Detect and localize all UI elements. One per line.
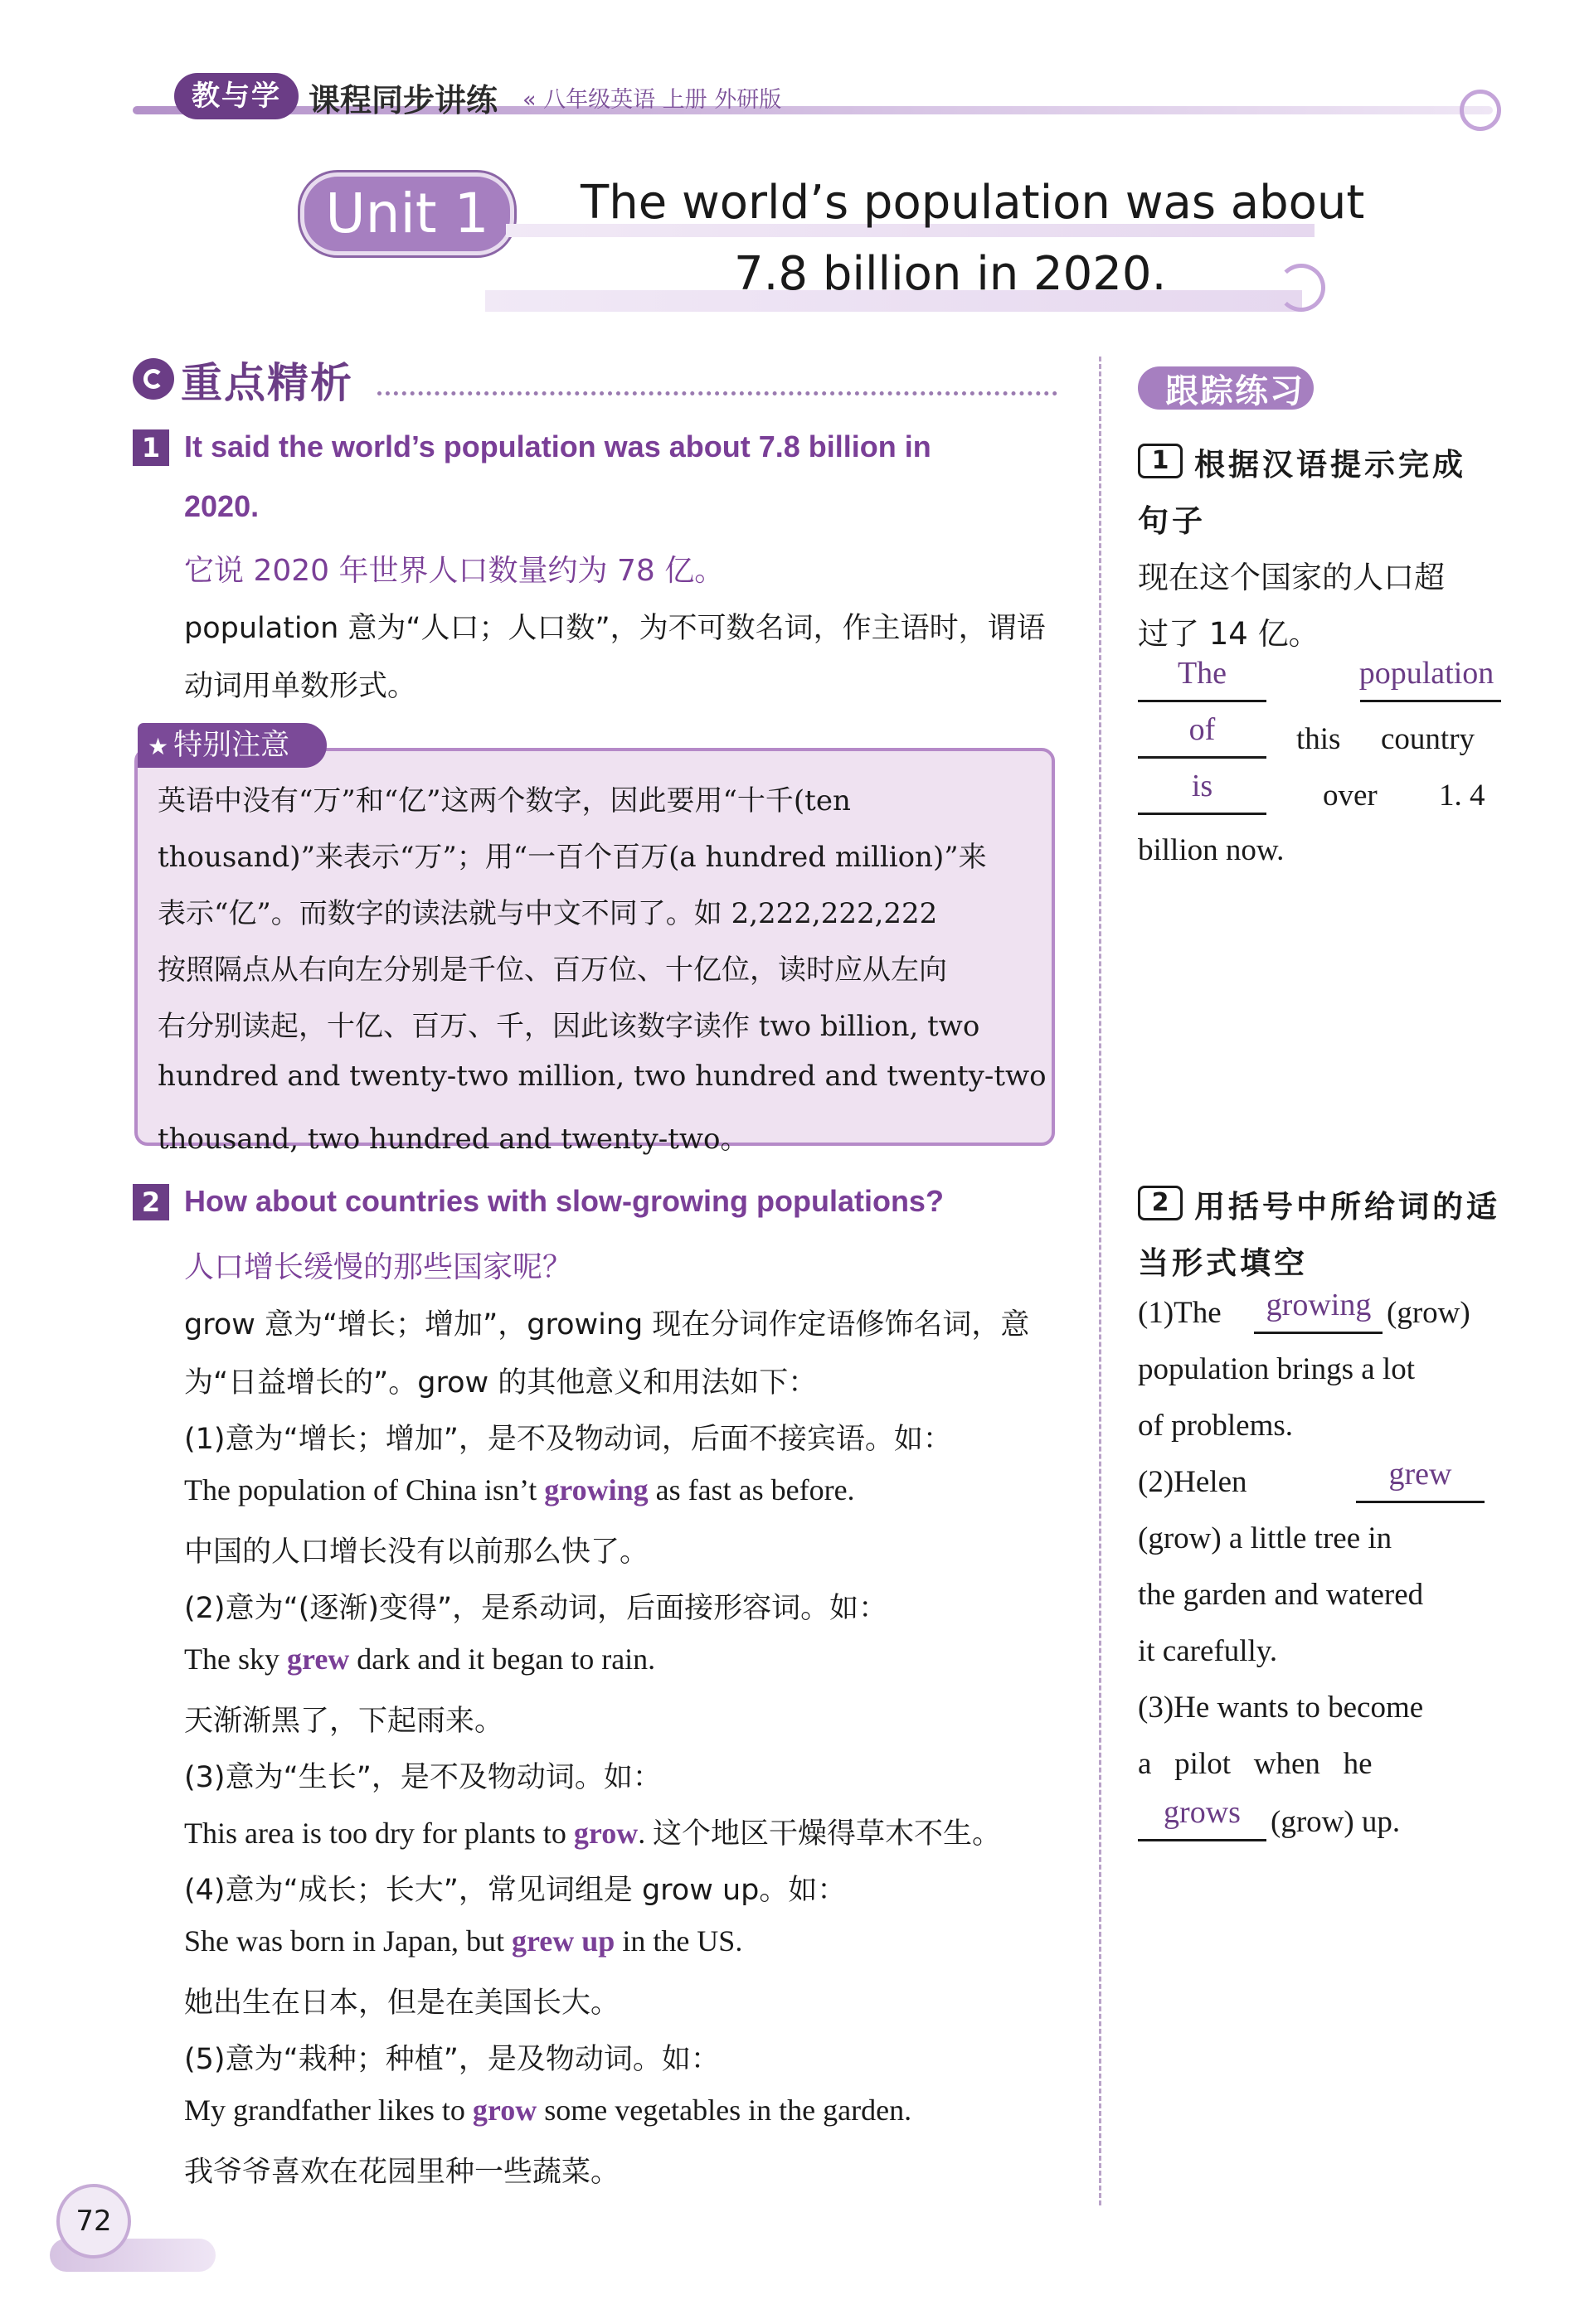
brand-logo: 教与学 [174,73,299,119]
point1-translation: 它说 2020 年世界人口数量约为 78 亿。 [184,554,725,588]
swirl-ornament-icon [1277,264,1325,312]
point-number: 2 [133,1184,169,1220]
usage-5-example: My grandfather likes to grow some vegetables in the garden. [184,2094,912,2127]
question-2-text: it carefully. [1138,1634,1278,1668]
question-2-text: the garden and watered [1138,1578,1424,1612]
section-title: 重点精析 [181,359,353,407]
note-line: 英语中没有“万”和“亿”这两个数字，因此要用“十千(ten [158,784,851,818]
point2-explanation: grow 意为“增长；增加”，growing 现在分词作定语修饰名词，意 [184,1308,1030,1342]
exercise2-heading-cont: 当形式填空 [1138,1245,1308,1281]
usage-5-translation: 我爷爷喜欢在花园里种一些蔬菜。 [184,2156,620,2189]
special-note-tab [138,723,327,768]
question-1-prefix: (1)The [1138,1296,1222,1330]
page-number: 72 [56,2184,131,2259]
unit-title-line1: The world’s population was about [581,176,1365,230]
unit-badge: Unit 1 [300,172,514,255]
special-note-label: 特别注意 [173,729,290,762]
book-series-title: 课程同步讲练 [309,82,498,119]
exercise-number: 1 [1138,444,1183,478]
sentence-word: country [1381,722,1475,756]
usage-1-example: The population of China isn’t growing as fast as before. [184,1473,855,1506]
note-line: thousand)”来表示“万”；用“一百个百万(a hundred million)”来 [158,841,987,874]
answer-text: grew [1388,1457,1452,1492]
section-dotted-rule [377,391,1057,395]
question-3-text: a pilot when he [1138,1747,1373,1781]
star-icon: ★ [148,733,169,760]
point2-explanation-cont: 为“日益增长的”。grow 的其他意义和用法如下： [184,1366,818,1400]
question-1-text: of problems. [1138,1409,1294,1443]
answer-text: The [1177,656,1227,691]
usage-2-example: The sky grew dark and it began to rain. [184,1642,656,1676]
point-number: 1 [133,429,169,466]
exercise-number: 2 [1138,1186,1183,1220]
point2-heading: How about countries with slow-growing populations? [184,1184,944,1218]
question-2-prefix: (2)Helen [1138,1465,1247,1499]
answer-text: grows [1164,1795,1241,1830]
answer-text: is [1191,769,1213,803]
usage-5: (5)意为“栽种；种植”，是及物动词。如： [184,2043,720,2076]
usage-3: (3)意为“生长”，是不及物动词。如： [184,1761,662,1794]
point1-heading-cont: 2020. [184,489,260,523]
answer-text: growing [1266,1288,1372,1322]
usage-4: (4)意为“成长；长大”，常见词组是 grow up。如： [184,1874,847,1907]
answer-text: of [1188,712,1216,747]
sentence-word: this [1296,722,1341,756]
point2-translation: 人口增长缓慢的那些国家呢？ [184,1250,573,1284]
section-bullet-icon [133,358,174,400]
exercise1-heading: 根据汉语提示完成 [1194,447,1466,483]
note-line: thousand, two hundred and twenty-two。 [158,1123,749,1156]
usage-1-translation: 中国的人口增长没有以前那么快了。 [184,1536,649,1569]
sentence-word: 1. 4 [1439,779,1485,813]
practice-title: 跟踪练习 [1165,372,1305,410]
usage-2-translation: 天渐渐黑了，下起雨来。 [184,1705,504,1738]
exercise1-heading-cont: 句子 [1138,503,1206,539]
unit-title-line2: 7.8 billion in 2020. [734,247,1167,301]
question-3-text: (3)He wants to become [1138,1691,1424,1725]
usage-4-translation: 她出生在日本，但是在美国长大。 [184,1987,620,2020]
column-divider [1099,357,1101,2205]
point1-explanation: population 意为“人口；人口数”，为不可数名词，作主语时，谓语 [184,612,1046,645]
usage-4-example: She was born in Japan, but grew up in the US. [184,1924,743,1958]
question-1-hint: (grow) [1387,1296,1470,1330]
note-line: 右分别读起，十亿、百万、千，因此该数字读作 two billion, two [158,1010,980,1043]
point1-heading: It said the world’s population was about 7.8 billion in [184,429,931,463]
note-line: 表示“亿”。而数字的读法就与中文不同了。如 2,222,222,222 [158,897,938,930]
question-3-text: (grow) up. [1271,1805,1401,1839]
usage-1: (1)意为“增长；增加”，是不及物动词，后面不接宾语。如： [184,1423,952,1456]
sentence-word: over [1323,779,1378,813]
usage-3-example: This area is too dry for plants to grow. 这个地区干燥得草木不生。 [184,1817,1001,1850]
exercise1-prompt-cont: 过了 14 亿。 [1138,616,1319,652]
note-line: 按照隔点从右向左分别是千位、百万位、十亿位，读时应从左向 [158,953,947,987]
question-2-text: (grow) a little tree in [1138,1521,1392,1555]
point1-explanation-cont: 动词用单数形式。 [184,670,417,703]
exercise1-prompt: 现在这个国家的人口超 [1138,560,1445,595]
question-1-text: population brings a lot [1138,1352,1415,1386]
swirl-ornament-icon [1460,90,1501,131]
usage-2: (2)意为“(逐渐)变得”，是系动词，后面接形容词。如： [184,1592,888,1625]
book-subtitle: « 八年级英语 上册 外研版 [522,87,782,113]
note-line: hundred and twenty-two million, two hundred and twenty-two [158,1060,1047,1093]
answer-text: population [1358,656,1494,691]
sentence-word: billion now. [1138,833,1285,867]
exercise2-heading: 用括号中所给词的适 [1194,1189,1500,1225]
